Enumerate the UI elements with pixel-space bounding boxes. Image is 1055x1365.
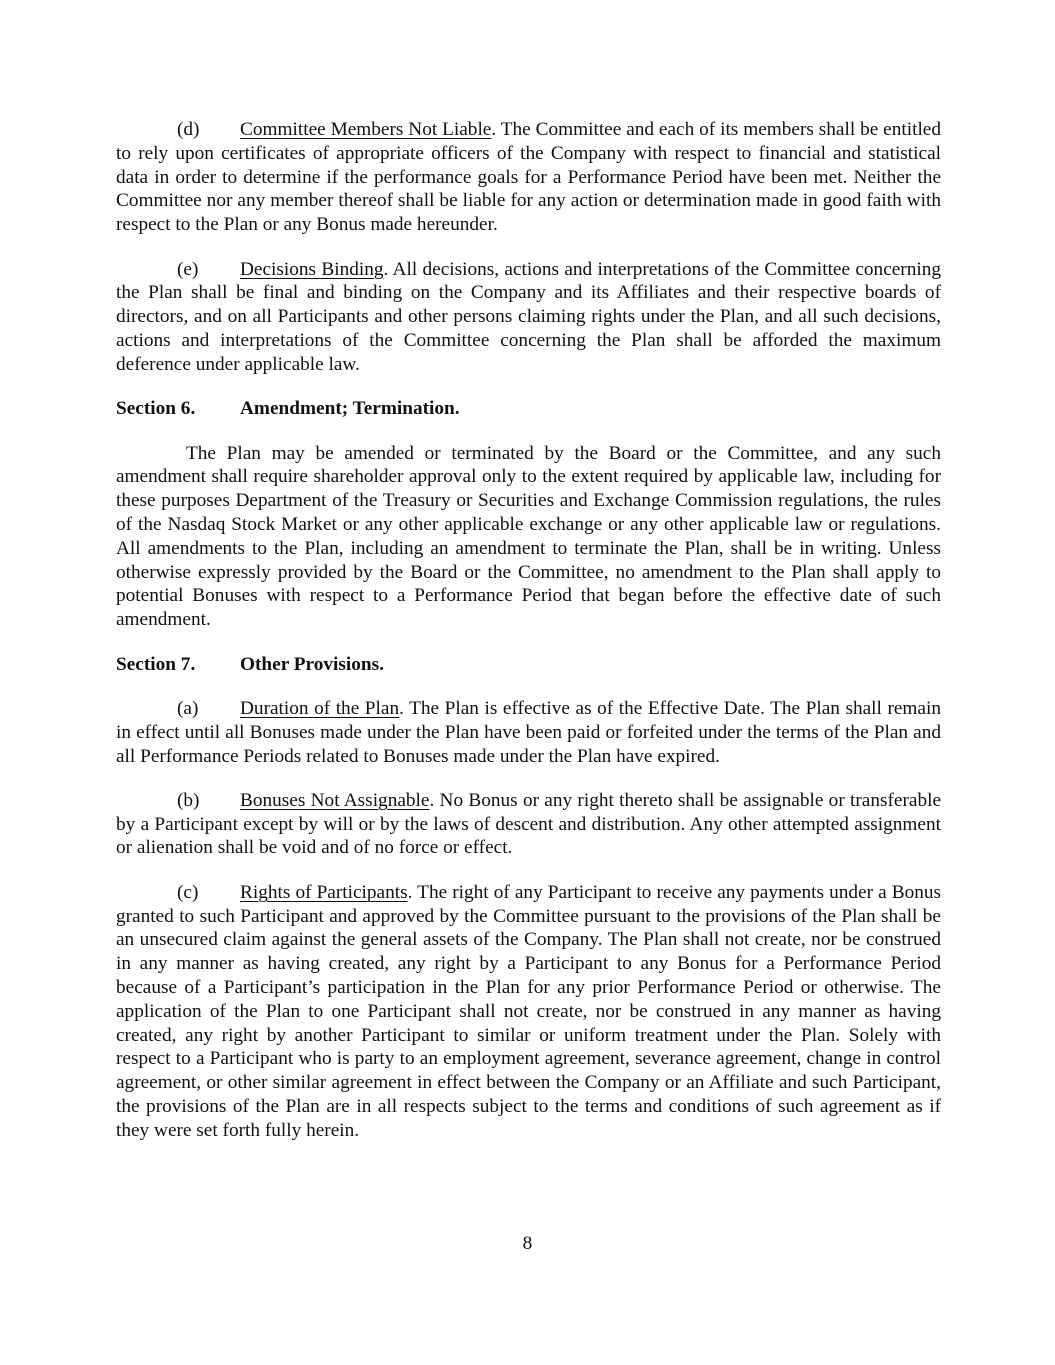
enumerator: (b): [177, 789, 200, 811]
paragraph-bonuses-not-assignable: [116, 789, 941, 860]
section-title: Amendment; Termination.: [240, 398, 460, 420]
paragraph-text: . No Bonus or any right thereto shall be assignable or transferable by a Participant except by will or by the laws of descent and distribution. Any other attempted assignment or alienation shall be void and of no force or effect.: [116, 789, 942, 859]
paragraph-caption: Rights of Participants: [240, 881, 408, 903]
paragraph-duration-of-the-plan: [116, 697, 941, 768]
document-page: [116, 118, 941, 1163]
paragraph-decisions-binding: [116, 258, 941, 377]
enumerator: (d): [177, 119, 200, 140]
paragraph-committee-members-not-liable: [116, 118, 941, 237]
section-number: Section 6.: [116, 398, 196, 420]
paragraph-rights-of-participants: [116, 881, 941, 1143]
paragraph-text: . The Committee and each of its members shall be entitled to rely upon certificates of appropriate officers of the Company with respect to financial and statistical data in order to determine if the performance goals for a Performance Period have been met. Neither the Committee nor any member thereof shall be liable for any action or determination made in good faith with respect to the Plan or any Bonus made hereunder.: [116, 119, 942, 236]
section-6-body: The Plan may be amended or terminated by the Board or the Committee, and any such amendment shall require shareholder approval only to the extent required by applicable law, including for these purposes Department of the Treasury or Securities and Exchange Commission regulations, the rules of the Nasdaq Stock Market or any other applicable exchange or any other applicable law or regulations. All amendments to the Plan, including an amendment to terminate the Plan, shall be in writing. Unless otherwise expressly provided by the Board or the Committee, no amendment to the Plan shall apply to potential Bonuses with respect to a Performance Period that began before the effective date of such amendment.: [116, 442, 941, 631]
paragraph-caption: Committee Members Not Liable: [240, 119, 492, 140]
section-number: Section 7.: [116, 653, 196, 675]
enumerator: (e): [177, 258, 199, 280]
enumerator: (a): [177, 697, 199, 719]
section-title: Other Provisions.: [240, 653, 384, 675]
paragraph-caption: Duration of the Plan: [240, 697, 400, 719]
paragraph-caption: Bonuses Not Assignable: [240, 789, 430, 811]
page-number: 8: [522, 1233, 533, 1254]
paragraph-caption: Decisions Binding: [240, 258, 384, 280]
section-6-heading: [116, 397, 941, 421]
enumerator: (c): [177, 881, 199, 903]
paragraph-text: . The right of any Participant to receive any payments under a Bonus granted to such Participant and approved by the Committee pursuant to the provisions of the Plan shall be an unsecured claim against the general assets of the Company. The Plan shall not create, nor be construed in any manner as having created, any right by a Participant to any Bonus for a Performance Period because of a Participant’s participation in the Plan for any prior Performance Period or otherwise. The application of the Plan to one Participant shall not create, nor be construed in any manner as having created, any right by another Participant to similar or uniform treatment under the Plan. Solely with respect to a Participant who is party to an employment agreement, severance agreement, change in control agreement, or other similar agreement in effect between the Company or an Affiliate and such Participant, the provisions of the Plan are in all respects subject to the terms and conditions of such agreement as if they were set forth fully herein.: [116, 881, 942, 1141]
section-7-heading: [116, 653, 941, 677]
paragraph-text: . All decisions, actions and interpretations of the Committee concerning the Plan shall be final and binding on the Company and its Affiliates and their respective boards of directors, and on all Participants and other persons claiming rights under the Plan, and all such decisions, actions and interpretations of the Committee concerning the Plan shall be afforded the maximum deference under applicable law.: [116, 258, 942, 375]
paragraph-text: . The Plan is effective as of the Effective Date. The Plan shall remain in effect until all Bonuses made under the Plan have been paid or forfeited under the terms of the Plan and all Performance Periods related to Bonuses made under the Plan have expired.: [116, 697, 941, 767]
